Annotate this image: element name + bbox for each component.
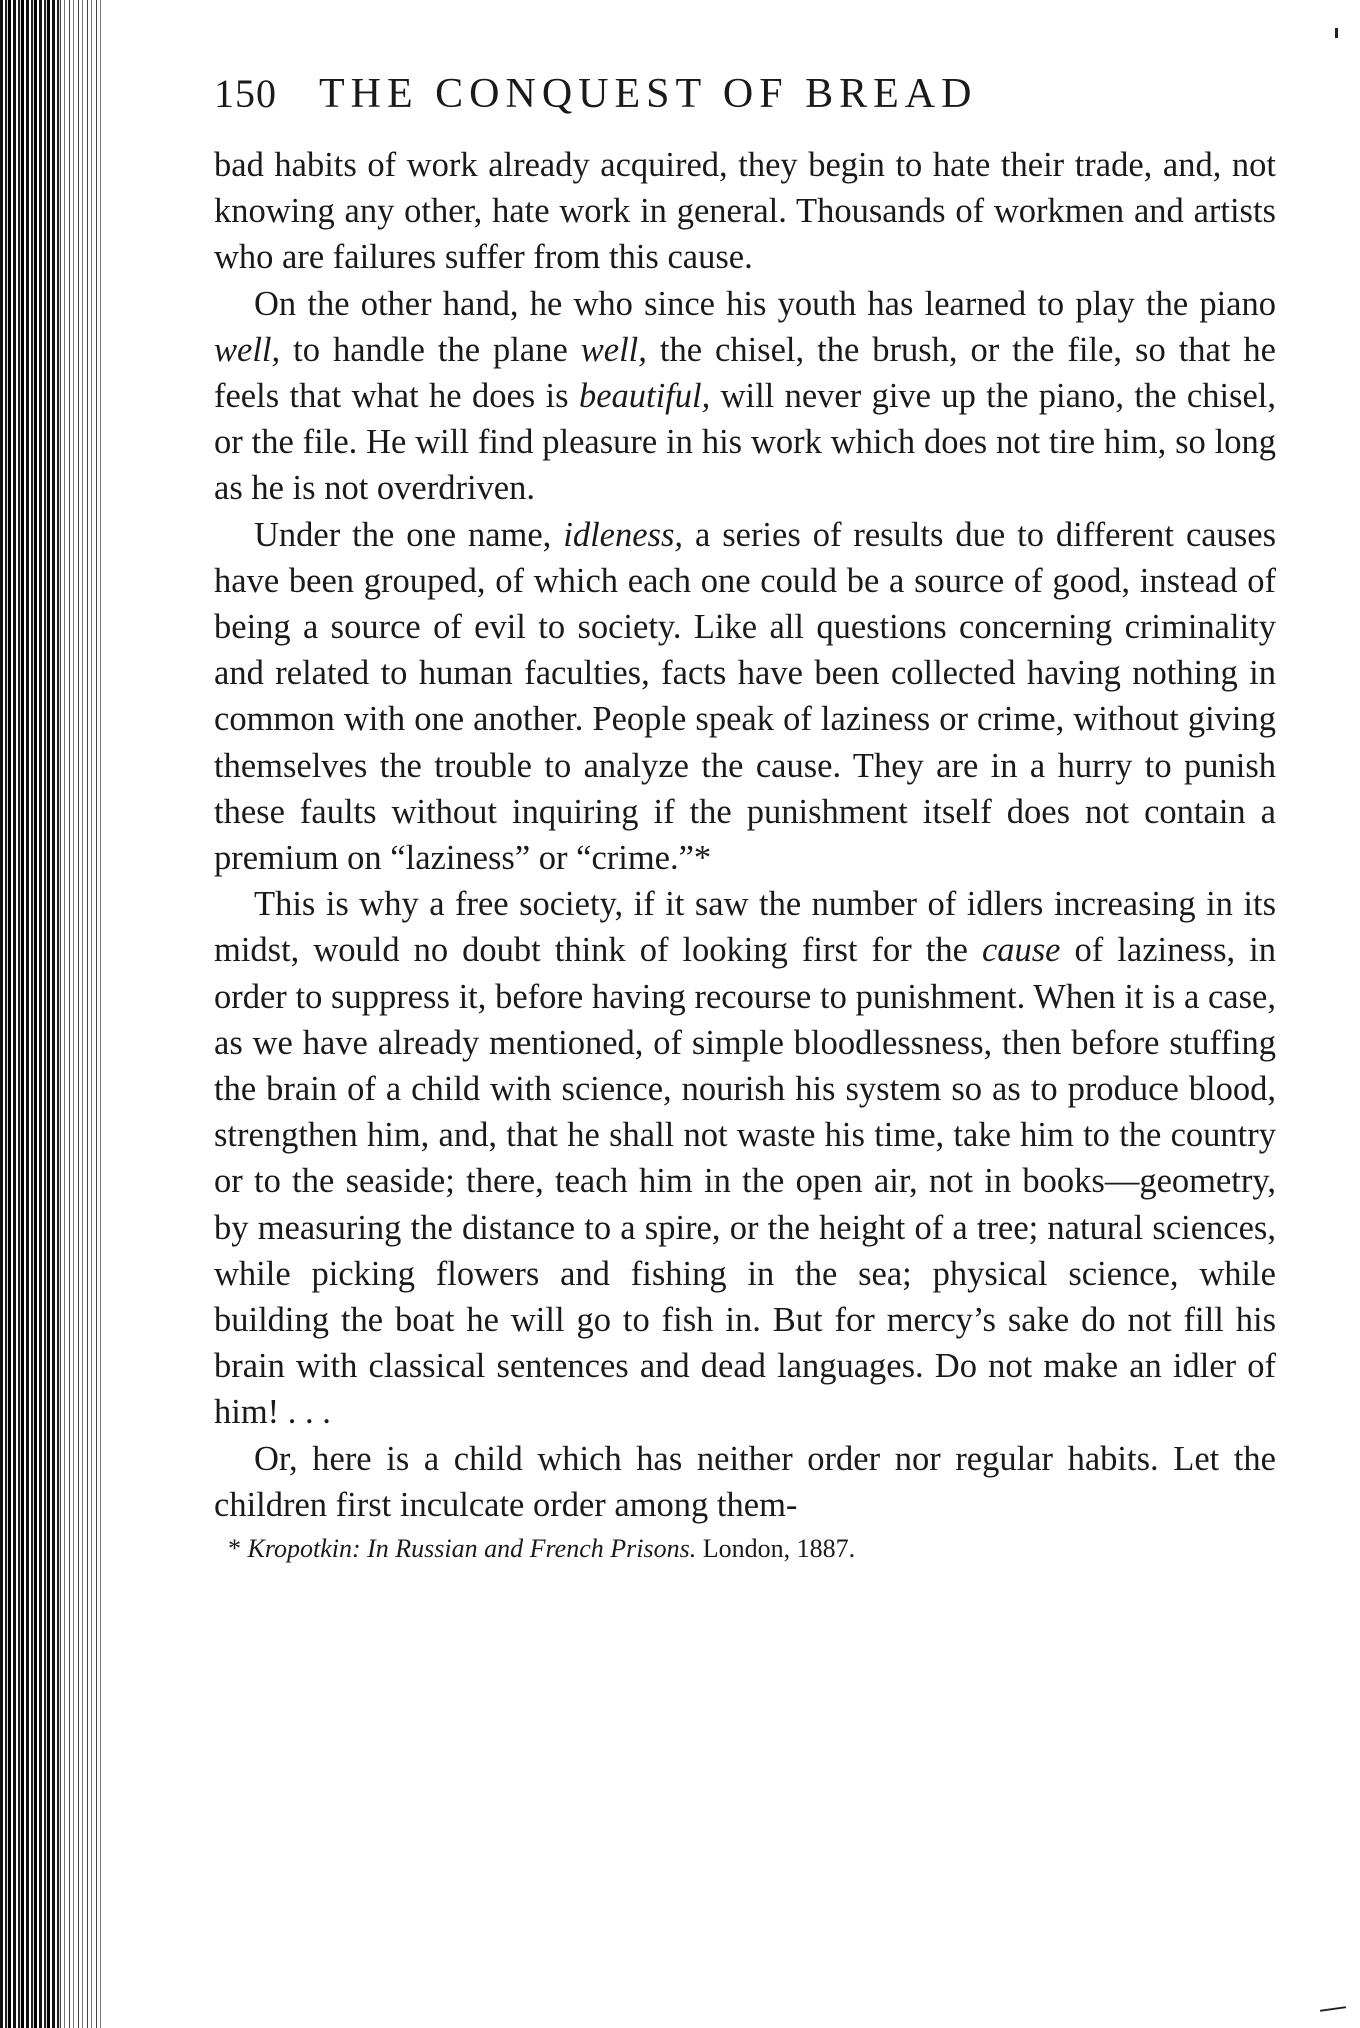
footnote-imprint: London, 1887. — [702, 1534, 856, 1564]
book-binding-shadow — [60, 0, 102, 2028]
emphasis-text: beautiful, — [578, 377, 711, 416]
scan-corner-mark — [1320, 2006, 1346, 2012]
emphasis-text: cause — [981, 931, 1061, 970]
emphasis-text: well, — [580, 330, 647, 369]
paragraph-text: This is why a free society, if it saw the number of idlers increasing in its midst, would no doubt think of looking first for the — [214, 885, 1276, 970]
footnote-title: In Russian and French Prisons. — [367, 1534, 697, 1564]
paragraph-text: the chisel, the brush, or the file, so that he feels that what he does is — [214, 330, 1276, 416]
paragraph-idleness — [214, 512, 1276, 882]
emphasis-text: well, — [214, 330, 281, 369]
paragraph-text: a series of results due to different causes have been grouped, of which each one could be a source of good, instead of being a source of evil to society. Like all questions concerning criminality and related to human faculties, facts have been collected having nothing in common with one another. People speak of laziness or crime, without giving themselves the trouble to analyze the cause. They are in a hurry to punish these faults without inquiring if the punishment itself does not contain a premium on “laziness” or “crime.”* — [214, 515, 1276, 878]
page-number: 150 — [214, 71, 277, 116]
footnote — [214, 1532, 1276, 1566]
paragraph-text: to handle the plane — [280, 330, 581, 369]
footnote-marker: * — [228, 1534, 241, 1564]
paragraph-text: On the other hand, he who since his youth has learned to play the piano — [254, 284, 1276, 323]
paragraph-text: Under the one name, — [254, 515, 564, 554]
scan-speck — [1335, 28, 1338, 38]
running-head — [214, 70, 1276, 142]
paragraph-order: Or, here is a child which has neither order nor regular habits. Let the children first inculcate order among them- — [214, 1439, 1276, 1524]
emphasis-text: idleness, — [563, 515, 684, 554]
paragraph-piano — [214, 281, 1276, 512]
paragraph-free-society — [214, 881, 1276, 1435]
body-text — [214, 142, 1276, 1528]
running-title: THE CONQUEST OF BREAD — [319, 71, 978, 117]
book-page — [214, 70, 1276, 1566]
paragraph-text: of laziness, in order to suppress it, before having recourse to punishment. When it is a case, as we have already mentioned, of simple bloodlessness, then before stuffing the brain of a child with science, nourish his system so as to produce blood, strengthen him, and, that he shall not waste his time, take him to the country or to the seaside; there, teach him in the open air, not in books—geometry, by measuring the distance to a spire, or the height of a tree; natural sciences, while picking flowers and fishing in the sea; physical science, while building the boat he will go to fish in. But for mercy’s sake do not fill his brain with classical sentences and dead languages. Do not make an idler of him! . . . — [214, 931, 1276, 1432]
footnote-author: Kropotkin: — [247, 1534, 361, 1564]
paragraph-text: will never give up the piano, the chisel, or the file. He will find pleasure in his work which does not tire him, so long as he is not overdriven. — [214, 377, 1276, 508]
paragraph-continued: bad habits of work already acquired, they begin to hate their trade, and, not knowing any other, hate work in general. Thousands of workmen and artists who are failures suffer from this cause. — [214, 146, 1276, 277]
